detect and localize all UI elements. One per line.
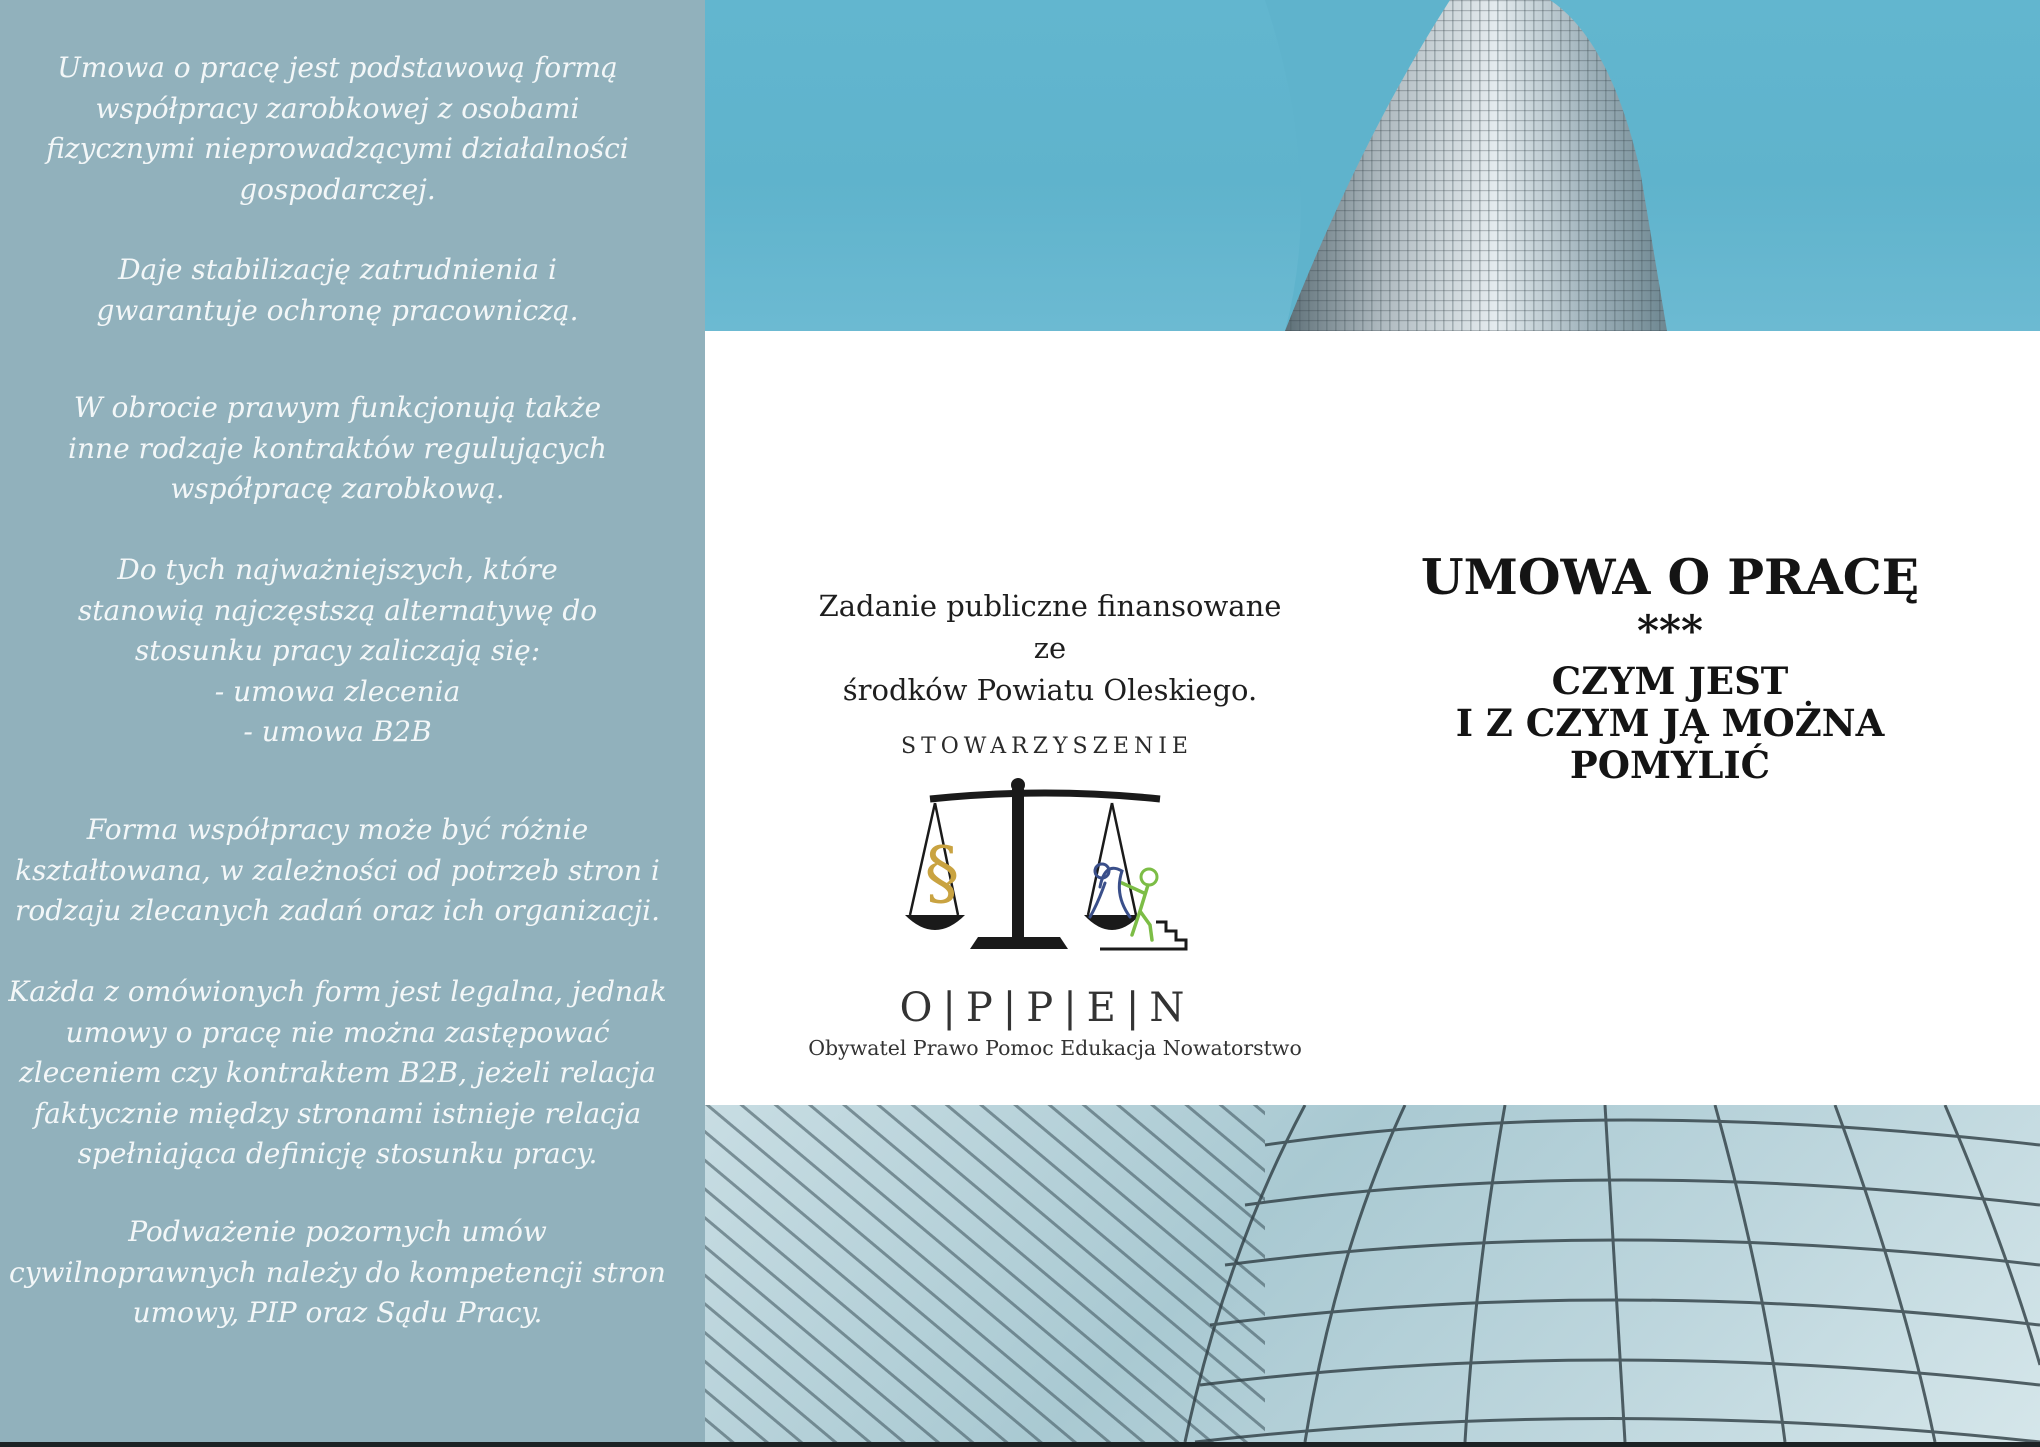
- building-top-illustration: [705, 0, 2040, 331]
- left-paragraph-2: Daje stabilizację zatrudnienia i gwarantuje ochronę pracowniczą.: [96, 253, 579, 327]
- left-info-panel: [0, 0, 705, 1447]
- bottom-building-photo: [705, 1105, 2040, 1442]
- left-paragraph-1: Umowa o pracę jest podstawową formą współpracy zarobkowej z osobami fizycznymi nieprowadzącymi działalności gospodarczej.: [46, 51, 629, 206]
- title-separator: ***: [1637, 606, 1703, 655]
- left-paragraph-7: Podważenie pozornych umów cywilnoprawnych należy do kompetencji stron umowy, PIP oraz Sądu Pracy.: [9, 1215, 666, 1329]
- logo-tagline: Obywatel Prawo Pomoc Edukacja Nowatorstwo: [808, 1036, 1302, 1060]
- page-title: UMOWA O PRACĘ: [1420, 548, 1920, 606]
- funding-note: Zadanie publiczne finansowane ze środków Powiatu Oleskiego.: [818, 589, 1282, 707]
- glass-facade-illustration: [705, 1105, 2040, 1442]
- logo-org-word: STOWARZYSZENIE: [901, 734, 1193, 759]
- left-paragraph-5: Forma współpracy może być różnie kształtowana, w zależności od potrzeb stron i rodzaju zlecanych zadań oraz ich organizacji.: [14, 813, 660, 927]
- logo-acronym: O|P|P|E|N: [899, 985, 1195, 1031]
- section-symbol-icon: §: [924, 832, 960, 914]
- left-paragraph-4: Do tych najważniejszych, które stanowią najczęstszą alternatywę do stosunku pracy zaliczają się: - umowa zlecenia - umowa B2B: [77, 553, 598, 748]
- top-building-photo: [705, 0, 2040, 331]
- bottom-edge-bar: [0, 1442, 2040, 1447]
- page-subtitle: CZYM JEST I Z CZYM JĄ MOŻNA POMYLIĆ: [1455, 659, 1885, 787]
- left-paragraph-6: Każda z omówionych form jest legalna, jednak umowy o pracę nie można zastępować zleceniem czy kontraktem B2B, jeżeli relacja faktycznie między stronami istnieje relacja spełniająca definicję stosunku pracy.: [8, 975, 667, 1170]
- left-paragraph-3: W obrocie prawym funkcjonują także inne rodzaje kontraktów regulujących współpracę zarobkową.: [68, 391, 607, 505]
